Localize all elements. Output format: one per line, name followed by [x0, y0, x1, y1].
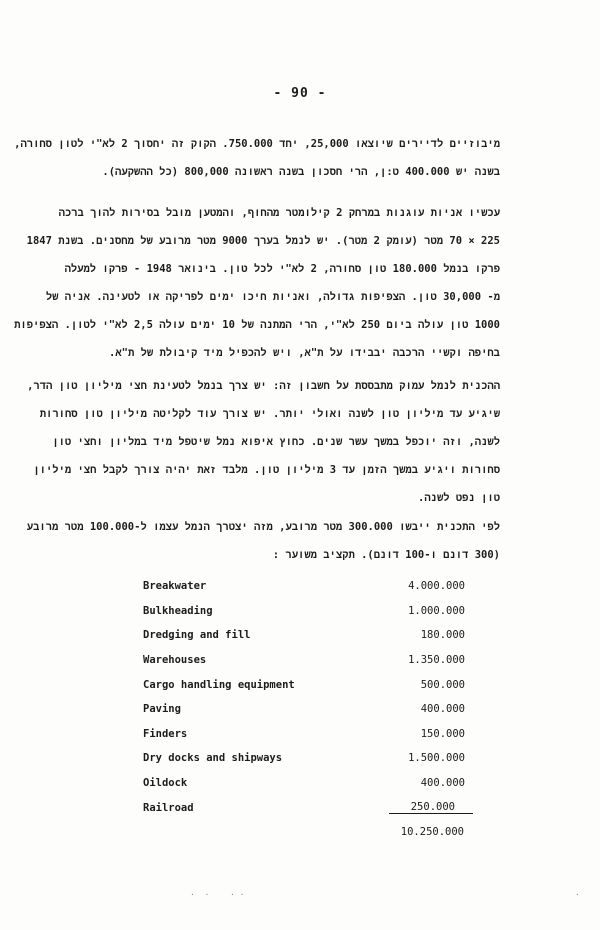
budget-row [143, 722, 483, 747]
text-line: מ- 30,000 טון. הצפיפות גדולה, ואניות חיכו ימים לפריקה או לטעינה. אניה של [45, 291, 500, 303]
budget-item: Breakwater [143, 580, 207, 593]
paragraph-savings [14, 130, 500, 186]
budget-item: Oildock [143, 777, 188, 790]
text-line: טון נפט לשנה. [418, 492, 500, 504]
budget-total: 10.250.000 [400, 826, 464, 838]
text-line: שיגיע עד מיליון טון לשנה ואולי יותר. יש צורך עוד לקליטה מיליון טון סחורות [39, 408, 500, 420]
budget-amount: 4.000.000 [408, 580, 465, 593]
scan-mark: · · [190, 890, 210, 899]
paragraph-current-port [14, 199, 500, 367]
text-line: לשנה, וזה יוכפל במשך עשר שנים. כחוץ איפוא נמל שיטפל מיד במליון וחצי טון [52, 436, 500, 448]
scan-mark: · · [230, 890, 245, 899]
page-number: - 90 - [273, 86, 327, 101]
budget-amount: 150.000 [420, 727, 465, 740]
budget-row [143, 795, 483, 820]
budget-item: Dredging and fill [143, 629, 251, 642]
text-line: בשנה יש 400.000 ט:ן, הרי חסכון בשנה ראשונה 800,000 (כל ההשקעה). [102, 166, 500, 178]
paragraph-budget-intro [26, 513, 500, 569]
text-line: 1000 טון עולה ביום 250 לא"י, הרי המתנה של 10 ימים עולה 2,5 לא"י לטון. הצפיפות [14, 319, 500, 331]
text-line: מיבוזיים לדיירים שיוצאו 25,000, יחד 750.000. הקוק זה יחסוך 2 לא"י לטון סחורה, [14, 138, 500, 150]
budget-item: Railroad [143, 801, 194, 814]
text-line: עכשיו אניות עוגנות במרחק 2 קילומטר מהחוף, והמטען מובל בסירות להוך ברכה [58, 207, 500, 219]
scan-mark: · [575, 890, 580, 899]
text-line: (300 דונם ו-100 דונם). תקציב משוער : [272, 549, 500, 561]
budget-amount: 400.000 [420, 777, 465, 790]
budget-item: Dry docks and shipways [143, 752, 283, 765]
text-line: 225 × 70 מטר (עומק 2 מטר). יש לנמל בערך 9000 מטר מרובע של מחסנים. בשנת 1847 [26, 235, 500, 247]
budget-amount: 1.500.000 [408, 752, 465, 765]
budget-amount: 1.000.000 [408, 604, 465, 617]
text-line: לפי התכנית ייבשו 300.000 מטר מרובע, מזה יצטרך הנמל עצמו ל-100.000 מטר מרובע [26, 521, 500, 533]
budget-item: Paving [143, 703, 181, 716]
budget-amount: 1.350.000 [408, 654, 465, 667]
budget-row [143, 672, 483, 697]
budget-row [143, 648, 483, 673]
budget-item: Bulkheading [143, 604, 213, 617]
budget-item: Warehouses [143, 654, 207, 667]
budget-row [143, 574, 483, 599]
budget-item: Cargo handling equipment [143, 678, 295, 691]
paragraph-deep-port-plan [27, 372, 500, 512]
text-line: ההכנית לנמל עמוק מתבססת על חשבון זה: יש צרך בנמל לטעינת חצי מיליון טון הדר, [27, 380, 500, 392]
budget-table [143, 574, 483, 820]
budget-row [143, 771, 483, 796]
budget-row [143, 623, 483, 648]
budget-amount: 500.000 [420, 678, 465, 691]
text-line: סחורות ויגיע במשך הזמן עד 3 מיליון טון. מלבד זאת יהיה צורך לקבל חצי מיליון [33, 464, 500, 476]
text-line: בחיפה וקשיי הרכבה יבבידו על ת"א, ויש להכפיל מיד קיבולת של ת"א. [109, 347, 500, 359]
budget-amount: 250.000 [389, 801, 473, 814]
budget-item: Finders [143, 727, 188, 740]
budget-row [143, 697, 483, 722]
budget-row [143, 599, 483, 624]
text-line: פרקו בנמל 180.000 טון סחורה, 2 לא"י לכל טון. בינואר 1948 - פרקו למעלה [64, 263, 500, 275]
budget-row [143, 746, 483, 771]
budget-amount: 180.000 [420, 629, 465, 642]
budget-amount: 400.000 [420, 703, 465, 716]
